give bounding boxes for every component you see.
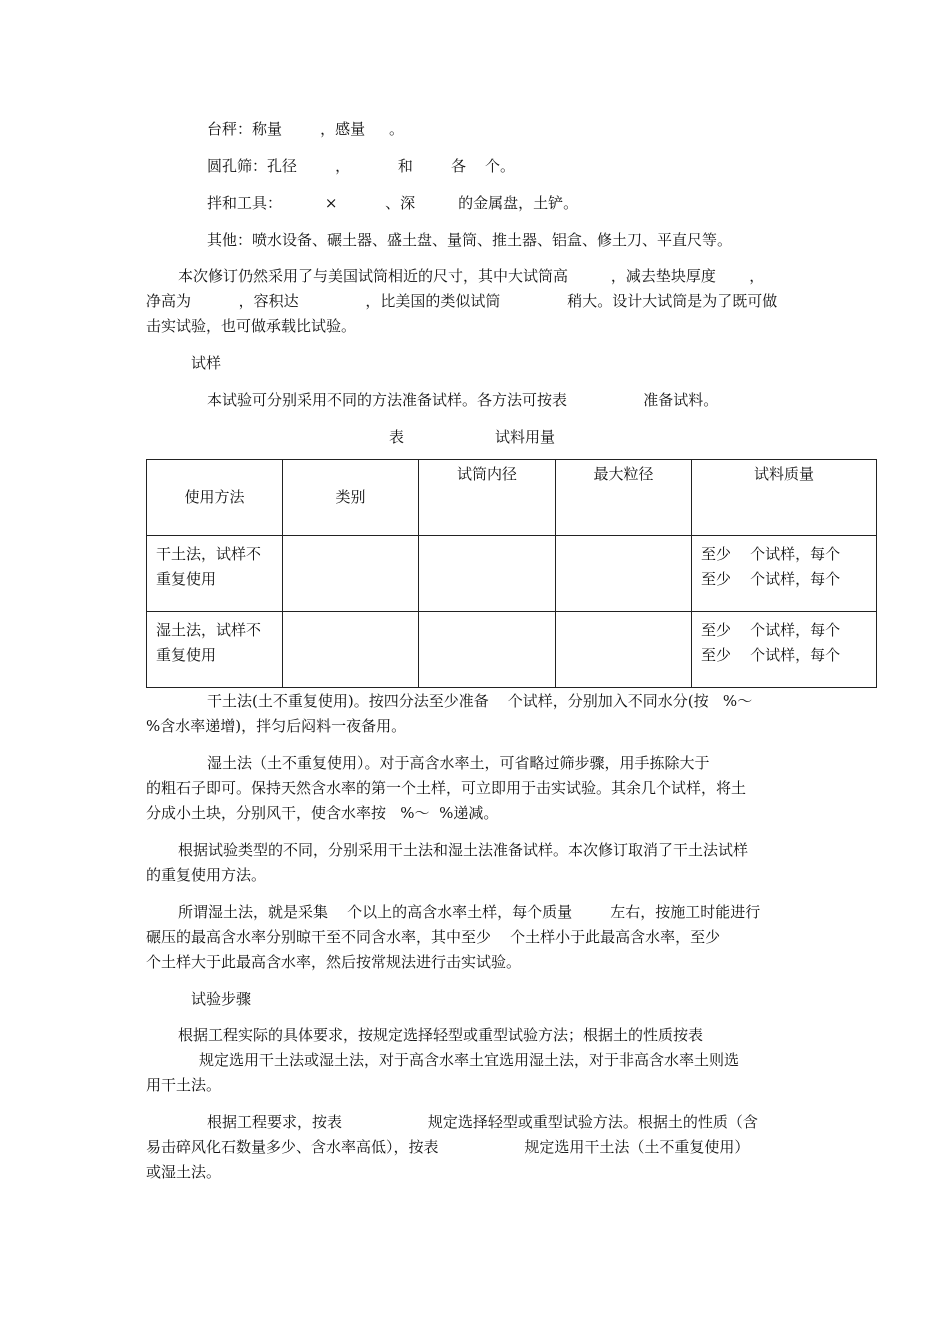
equipment-mixing-tools: 拌和工具： × 、深 的金属盘，土铲。 [207, 194, 579, 212]
wet-method-note-line-3: 个土样大于此最高含水率，然后按常规法进行击实试验。 [146, 953, 522, 971]
steps-p2-line-3: 或湿土法。 [146, 1163, 222, 1181]
test-type-note-line-1: 根据试验类型的不同，分别采用干土法和湿土法准备试样。本次修订取消了干土法试样 [178, 841, 749, 859]
revision-note-line-2: 净高为 ，容积达 ，比美国的类似试筒 稍大。设计大试筒是为了既可做 [146, 292, 778, 310]
equipment-other: 其他：喷水设备、碾土器、盛土盘、量筒、推土器、铝盒、修土刀、平直尺等。 [207, 231, 733, 249]
table-cell-inner-diameter [419, 612, 556, 688]
table-cell-mass [692, 536, 877, 612]
wet-method-line-1: 湿土法（土不重复使用）。对于高含水率土，可省略过筛步骤，用手拣除大于 [207, 754, 710, 772]
steps-p1-line-1: 根据工程实际的具体要求，按规定选择轻型或重型试验方法；根据土的性质按表 [178, 1026, 704, 1044]
test-type-note-line-2: 的重复使用方法。 [146, 866, 267, 884]
sample-intro: 本试验可分别采用不同的方法准备试样。各方法可按表 准备试料。 [207, 391, 719, 409]
steps-p1-line-3: 用干土法。 [146, 1076, 222, 1094]
table-header-mass: 试料质量 [692, 460, 877, 536]
table-cell-inner-diameter [419, 536, 556, 612]
table-caption-prefix: 表 [389, 428, 405, 446]
table-header-row [147, 460, 877, 536]
table-cell-method-text: 湿土法，试样不 重复使用 [156, 621, 262, 664]
table-row [147, 536, 877, 612]
table-header-method: 使用方法 [147, 460, 283, 536]
table-header-max-particle: 最大粒径 [556, 460, 692, 536]
table-cell-mass-text: 至少 个试样，每个 至少 个试样，每个 [701, 621, 841, 664]
table-cell-category [283, 612, 419, 688]
section-heading-sample: 试样 [191, 354, 222, 372]
steps-p2-line-2: 易击碎风化石数量多少、含水率高低），按表 规定选用干土法（土不重复使用） [146, 1138, 750, 1156]
table-cell-category [283, 536, 419, 612]
dry-method-line-2: %含水率递增)，拌匀后闷料一夜备用。 [146, 717, 407, 735]
equipment-scale: 台秤：称量 ，感量 。 [207, 120, 404, 138]
revision-note-line-1: 本次修订仍然采用了与美国试筒相近的尺寸，其中大试筒高 ，减去垫块厚度 ， [178, 267, 765, 285]
table-cell-method [147, 612, 283, 688]
dry-method-line-1: 干土法(土不重复使用)。按四分法至少准备 个试样，分别加入不同水分(按 %～ [207, 692, 753, 710]
wet-method-note-line-2: 碾压的最高含水率分别晾干至不同含水率，其中至少 个土样小于此最高含水率，至少 [146, 928, 721, 946]
table-cell-method [147, 536, 283, 612]
table-cell-method-text: 干土法，试样不 重复使用 [156, 545, 262, 588]
wet-method-line-3: 分成小土块，分别风干，使含水率按 %～ %递减。 [146, 804, 499, 822]
steps-p2-line-1: 根据工程要求，按表 规定选择轻型或重型试验方法。根据土的性质（含 [207, 1113, 758, 1131]
table-cell-max-particle [556, 612, 692, 688]
wet-method-note-line-1: 所谓湿土法，就是采集 个以上的高含水率土样，每个质量 左右，按施工时能进行 [178, 903, 761, 921]
table-cell-mass-text: 至少 个试样，每个 至少 个试样，每个 [701, 545, 841, 588]
table-header-inner-diameter: 试筒内径 [419, 460, 556, 536]
steps-p1-line-2: 规定选用干土法或湿土法，对于高含水率土宜选用湿土法，对于非高含水率土则选 [199, 1051, 740, 1069]
section-heading-steps: 试验步骤 [191, 990, 252, 1008]
wet-method-line-2: 的粗石子即可。保持天然含水率的第一个土样，可立即用于击实试验。其余几个试样，将土 [146, 779, 747, 797]
equipment-sieve: 圆孔筛：孔径 ， 和 各 个。 [207, 157, 516, 175]
revision-note-line-3: 击实试验，也可做承载比试验。 [146, 317, 357, 335]
sample-quantity-table [146, 459, 877, 688]
table-cell-mass [692, 612, 877, 688]
table-header-category: 类别 [283, 460, 419, 536]
table-row [147, 612, 877, 688]
table-cell-max-particle [556, 536, 692, 612]
table-caption-title: 试料用量 [495, 428, 556, 446]
